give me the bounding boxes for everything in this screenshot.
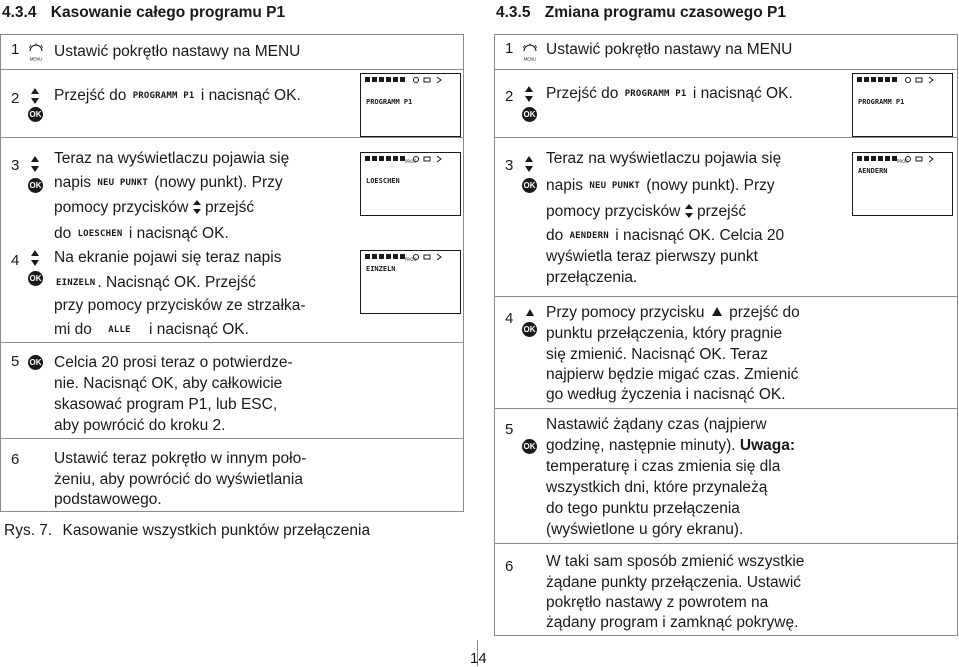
caption-text: Kasowanie wszystkich punktów przełączenia xyxy=(62,522,371,539)
step-text: skasować program P1, lub ESC, xyxy=(54,396,278,413)
section-number: 4.3.5 xyxy=(496,4,531,21)
step-text: najpierw będzie migać czas. Zmienić xyxy=(546,366,799,383)
up-down-arrows-icon xyxy=(524,156,534,172)
step-text: się zmienić. Nacisnąć OK. Teraz xyxy=(546,346,768,363)
step-text: Celcia 20 prosi teraz o potwierdze- xyxy=(54,354,293,371)
step-row-6 xyxy=(494,543,958,636)
step-number: 6 xyxy=(11,451,20,468)
display-word: ALLE xyxy=(108,325,131,335)
step-text: żeniu, aby powrócić do wyświetlania xyxy=(54,471,303,488)
display-word: PROGRAMM P1 xyxy=(132,91,195,101)
step-row-6 xyxy=(0,438,464,512)
up-down-arrows-icon xyxy=(524,86,534,102)
step-text: EINZELN . Nacisnąć OK. Przejść xyxy=(54,271,256,296)
step-row-4 xyxy=(494,296,958,409)
lcd-text: EINZELN xyxy=(366,265,396,273)
step-row-1 xyxy=(494,34,958,70)
step-text: nie. Nacisnąć OK, aby całkowicie xyxy=(54,375,283,392)
step-text: godzinę, następnie minuty). Uwaga: xyxy=(546,437,795,454)
ok-button-icon: OK xyxy=(28,271,43,286)
step-text: temperaturę i czas zmienia się dla xyxy=(546,458,781,475)
ok-button-icon: OK xyxy=(522,439,537,454)
up-down-arrows-icon xyxy=(193,200,201,214)
display-word: NEU PUNKT xyxy=(589,181,640,191)
step-text: aby powrócić do kroku 2. xyxy=(54,417,226,434)
step-text: żądane punkty przełączenia. Ustawić xyxy=(546,574,802,591)
section-heading-right xyxy=(496,4,786,22)
lcd-text: PROGRAMM P1 xyxy=(366,98,413,106)
dial-icon xyxy=(519,40,541,62)
step-row-5 xyxy=(494,408,958,544)
step-text: do tego punktu przełączenia xyxy=(546,500,740,517)
step-text: Teraz na wyświetlaczu pojawia się xyxy=(54,150,290,167)
step-text: punktu przełączenia, który pragnie xyxy=(546,325,783,342)
display-word: LOESCHEN xyxy=(77,229,123,239)
step-number: 1 xyxy=(11,41,20,58)
step-text: napis NEU PUNKT (nowy punkt). Przy xyxy=(54,171,283,196)
up-down-arrows-icon xyxy=(30,250,40,266)
step-row-2 xyxy=(0,69,464,138)
step-text: W taki sam sposób zmienić wszystkie xyxy=(546,553,805,570)
lcd-display: PROG AENDERN xyxy=(852,152,953,216)
display-word: AENDERN xyxy=(569,231,609,241)
step-text: przełączenia. xyxy=(546,269,638,286)
step-text: pomocy przycisków przejść xyxy=(54,199,255,216)
step-text: Ustawić pokrętło nastawy na MENU xyxy=(546,41,793,58)
step-text: Przejść do PROGRAMM P1 i nacisnąć OK. xyxy=(546,82,793,107)
step-number: 2 xyxy=(505,88,514,105)
up-down-arrows-icon xyxy=(685,204,693,218)
ok-button-icon: OK xyxy=(522,107,537,122)
step-text: do LOESCHEN i nacisnąć OK. xyxy=(54,222,229,247)
step-text: Przejść do PROGRAMM P1 i nacisnąć OK. xyxy=(54,84,301,109)
lcd-text: AENDERN xyxy=(858,167,888,175)
step-number: 3 xyxy=(505,157,514,174)
up-arrow-icon xyxy=(525,308,535,318)
step-number: 6 xyxy=(505,558,514,575)
step-number: 3 xyxy=(11,157,20,174)
step-text: Ustawić teraz pokrętło w innym poło- xyxy=(54,450,307,467)
page-number: 14 xyxy=(470,650,487,667)
display-word: EINZELN xyxy=(56,278,96,288)
section-heading-left xyxy=(2,4,285,22)
step-text: żądany program i zamknąć pokrywę. xyxy=(546,614,799,631)
step-number: 5 xyxy=(11,353,20,370)
svg-text:MENU: MENU xyxy=(523,56,537,62)
step-text: mi do ALLE i nacisnąć OK. xyxy=(54,318,249,343)
lcd-display xyxy=(852,73,953,137)
step-text: wszystkich dni, które przynależą xyxy=(546,479,768,496)
section-number: 4.3.4 xyxy=(2,4,37,21)
ok-button-icon: OK xyxy=(28,355,43,370)
display-word: PROGRAMM P1 xyxy=(624,89,687,99)
up-arrow-icon xyxy=(712,307,722,317)
lcd-display: PROG LOESCHEN xyxy=(360,152,461,216)
step-text: Nastawić żądany czas (najpierw xyxy=(546,416,767,433)
step-number: 4 xyxy=(11,252,20,269)
dial-icon xyxy=(25,40,47,62)
section-title: Zmiana programu czasowego P1 xyxy=(544,4,786,21)
step-text: Przy pomocy przycisku przejść do xyxy=(546,304,800,321)
display-word: NEU PUNKT xyxy=(97,178,148,188)
figure-caption xyxy=(4,522,370,540)
step-text: napis NEU PUNKT (nowy punkt). Przy xyxy=(546,174,775,199)
lcd-text: PROGRAMM P1 xyxy=(858,98,905,106)
caption-label: Rys. 7. xyxy=(4,522,53,539)
up-down-arrows-icon xyxy=(30,156,40,172)
step-row-5 xyxy=(0,342,464,439)
step-text: go według życzenia i nacisnąć OK. xyxy=(546,386,786,403)
step-text: Na ekranie pojawi się teraz napis xyxy=(54,249,282,266)
step-text: przy pomocy przycisków ze strzałka- xyxy=(54,297,306,314)
step-text: podstawowego. xyxy=(54,491,162,508)
ok-button-icon: OK xyxy=(28,178,43,193)
step-text: do AENDERN i nacisnąć OK. Celcia 20 xyxy=(546,224,784,249)
step-text: (wyświetlone u góry ekranu). xyxy=(546,521,744,538)
step-row-2 xyxy=(494,69,958,138)
step-number: 5 xyxy=(505,421,514,438)
step-row-3 xyxy=(494,137,958,297)
step-row-1 xyxy=(0,34,464,70)
step-text: Ustawić pokrętło nastawy na MENU xyxy=(54,43,301,60)
step-number: 2 xyxy=(11,90,20,107)
lcd-text: LOESCHEN xyxy=(366,177,400,185)
ok-button-icon: OK xyxy=(28,107,43,122)
step-text: pomocy przycisków przejść xyxy=(546,203,747,220)
up-down-arrows-icon xyxy=(30,88,40,104)
svg-text:MENU: MENU xyxy=(29,56,43,62)
section-title: Kasowanie całego programu P1 xyxy=(50,4,286,21)
lcd-display xyxy=(360,73,461,137)
step-number: 1 xyxy=(505,40,514,57)
step-text: Teraz na wyświetlaczu pojawia się xyxy=(546,150,782,167)
step-row-3-4 xyxy=(0,137,464,343)
step-text: wyświetla teraz pierwszy punkt xyxy=(546,248,758,265)
lcd-display: PROG EINZELN xyxy=(360,250,461,314)
ok-button-icon: OK xyxy=(522,322,537,337)
step-number: 4 xyxy=(505,310,514,327)
step-text: pokrętło nastawy z powrotem na xyxy=(546,594,769,611)
ok-button-icon: OK xyxy=(522,178,537,193)
